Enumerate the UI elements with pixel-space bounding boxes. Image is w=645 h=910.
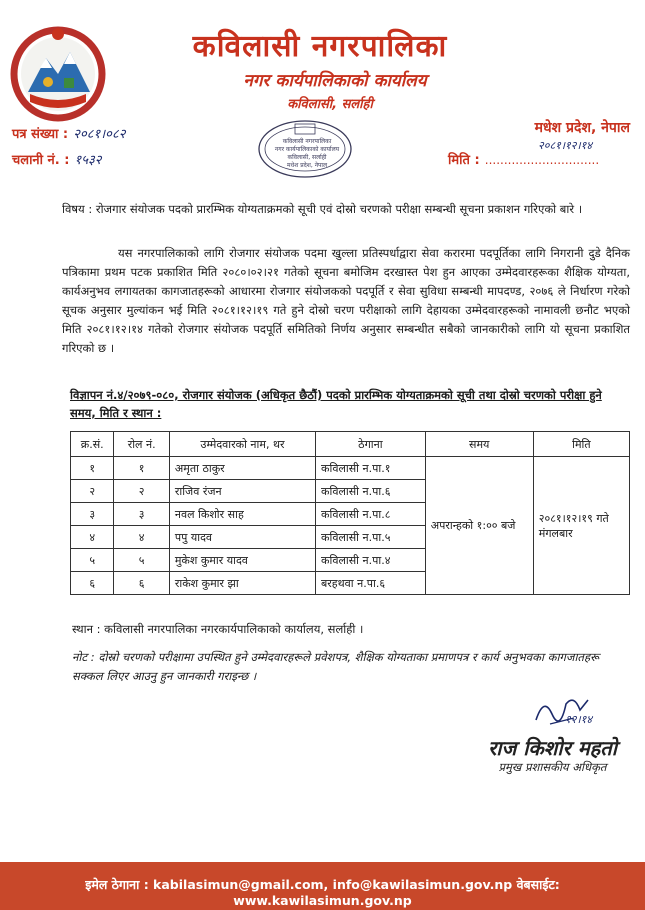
cell-time: अपरान्हको १:०० बजे [425, 457, 533, 595]
col-roll: रोल नं. [114, 432, 169, 457]
advertisement-heading: विज्ञापन नं.४/२०७९-०८०, रोजगार संयोजक (अधिकृत छैठौं) पदको प्रारम्भिक योग्यताक्रमको सूची तथा दोस्रो चरणको परीक्षा हुने समय, मिति र स्थान : [70, 388, 602, 420]
signatory-title: प्रमुख प्रशासकीय अधिकृत [498, 760, 607, 774]
seal-line: मधेश प्रदेश, नेपाल [286, 162, 328, 169]
footer-contact: इमेल ठेगाना : kabilasimun@gmail.com, info@kawilasimun.gov.np वेबसाईट: www.kawilasimun.gov.np [85, 877, 560, 908]
letter-number-value: २०८१।०८२ [73, 127, 126, 142]
cell-name: राजिव रंजन [169, 480, 315, 503]
cell-address: कविलासी न.पा.६ [316, 480, 426, 503]
cell-name: पपु यादव [169, 526, 315, 549]
dispatch-number-value: १५३२ [74, 153, 102, 168]
cell-address: कविलासी न.पा.५ [316, 526, 426, 549]
cell-address: कविलासी न.पा.१ [316, 457, 426, 480]
province-name: मधेश प्रदेश, नेपाल [534, 120, 630, 136]
col-time: समय [425, 432, 533, 457]
seal-text [272, 138, 342, 170]
table-header-row [71, 432, 630, 457]
cell-address: कविलासी न.पा.८ [316, 503, 426, 526]
seal-line: कविलासी नगरपालिका [282, 138, 332, 145]
letter-number-label: पत्र संख्या : [12, 127, 69, 142]
cell-name: नवल किशोर साह [169, 503, 315, 526]
office-subtitle: नगर कार्यपालिकाको कार्यालय [243, 71, 427, 91]
col-address: ठेगाना [316, 432, 426, 457]
cell-sn: ५ [71, 549, 114, 572]
cell-roll: १ [114, 457, 169, 480]
dispatch-number [12, 149, 102, 168]
letter-number [12, 123, 125, 142]
cell-roll: ५ [114, 549, 169, 572]
seal-line: नगर कार्यपालिकाको कार्यालय [274, 146, 340, 153]
cell-name: अमृता ठाकुर [169, 457, 315, 480]
table-row [71, 457, 630, 480]
date-label: मिति : [448, 153, 480, 168]
subject-line: विषय : रोजगार संयोजक पदको प्रारम्भिक योग्यताक्रमको सूची एवं दोस्रो चरणको परीक्षा सम्बन्धी सूचना प्रकाशन गरिएको बारे । [62, 202, 583, 216]
seal-line: कविलासी, सर्लाही [287, 154, 327, 161]
signature-date: १२।१४ [565, 713, 593, 726]
cell-address: कविलासी न.पा.४ [316, 549, 426, 572]
signatory-name: राज किशोर महतो [488, 736, 617, 760]
col-date: मिति [533, 432, 629, 457]
cell-date: २०८१।१२।१९ गते मंगलबार [533, 457, 629, 595]
cell-sn: ४ [71, 526, 114, 549]
municipality-title: कविलासी नगरपालिका [192, 29, 448, 64]
cell-address: बरहथवा न.पा.६ [316, 572, 426, 595]
nepal-emblem-logo [8, 22, 108, 122]
cell-name: राकेश कुमार झा [169, 572, 315, 595]
cell-sn: ३ [71, 503, 114, 526]
cell-roll: २ [114, 480, 169, 503]
notice-body: यस नगरपालिकाको लागि रोजगार संयोजक पदमा खुल्ला प्रतिस्पर्धाद्वारा सेवा करारमा पदपूर्तिका लागि निगरानी दुडे दैनिक पत्रिकामा प्रथम पटक प्रकाशित मिति २०८०।०२।२१ गतेको सूचना बमोजिम दरखास्त पेश हुन आएका उम्मेदवारहरूका शैक्षिक योग्यता, कार्यअनुभव लगायतका कागजातहरूको आधारमा रोजगार संयोजकको पदपूर्ति र सेवा सुविधा सम्बन्धी मापदण्ड, २०७६ ले निर्धारण गरेको सूचक अनुसार मुल्यांकन भई मिति २०८१।१२।१९ गते हुने दोस्रो चरण परीक्षाको लागि देहायका उम्मेदवारहरूको नामावली छनौट भएको मिति २०८१।१२।१४ गतेको रोजगार संयोजक पदपूर्ति समितिको निर्णय अनुसार सम्बन्धीत सबैको जानकारीको लागि यो सूचना प्रकाशित गरिएको छ । [62, 246, 630, 355]
col-sn: क्र.सं. [71, 432, 114, 457]
dispatch-number-label: चलानी नं. : [12, 153, 70, 168]
candidate-table [70, 431, 630, 595]
cell-name: मुकेश कुमार यादव [169, 549, 315, 572]
cell-sn: २ [71, 480, 114, 503]
col-name: उम्मेदवारको नाम, थर [169, 432, 315, 457]
cell-roll: ३ [114, 503, 169, 526]
date-value: २०८१।१२।१४ [538, 139, 593, 152]
exam-venue: स्थान : कविलासी नगरपालिका नगरकार्यपालिकाको कार्यालय, सर्लाही । [72, 622, 364, 636]
office-address: कविलासी, सर्लाही [287, 97, 373, 112]
cell-sn: ६ [71, 572, 114, 595]
cell-roll: ४ [114, 526, 169, 549]
cell-sn: १ [71, 457, 114, 480]
exam-note: नोट : दोस्रो चरणको परीक्षामा उपस्थित हुने उम्मेदवारहरूले प्रवेशपत्र, शैक्षिक योग्यताका प्रमाणपत्र र कार्य अनुभवका कागजातहरू सक्कल लिएर आउनु हुन जानकारी गराइन्छ । [72, 650, 600, 683]
cell-roll: ६ [114, 572, 169, 595]
date-dots: .............................. [484, 153, 600, 167]
